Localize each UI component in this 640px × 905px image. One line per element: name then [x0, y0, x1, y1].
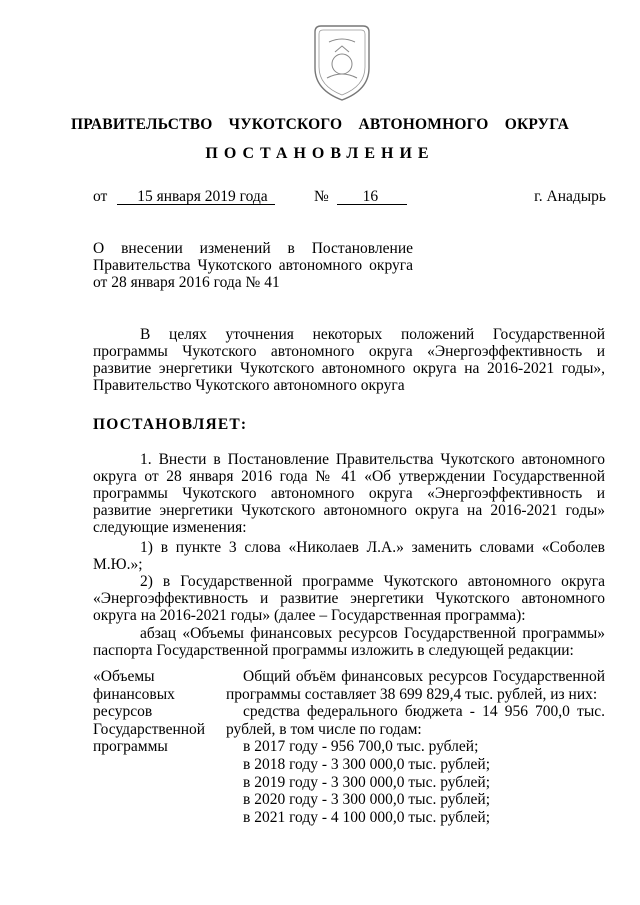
- document-number: 16: [337, 189, 407, 205]
- chukotka-coat-of-arms-icon: [307, 22, 377, 104]
- federal-funding-text: средства федерального бюджета - 14 956 700,0 тыс. рублей, в том числе по годам:: [226, 703, 605, 738]
- table-label-line: финансовых: [93, 685, 175, 703]
- date-field: [93, 188, 275, 206]
- year-row: в 2019 году - 3 300 000,0 тыс. рублей;: [243, 773, 491, 791]
- year-row: в 2017 году - 956 700,0 тыс. рублей;: [243, 738, 479, 756]
- subject-line: О внесении изменений в Постановление: [93, 240, 413, 257]
- organization-title: ПРАВИТЕЛЬСТВО ЧУКОТСКОГО АВТОНОМНОГО ОКРУГА: [70, 116, 570, 133]
- subject-line: Правительства Чукотского автономного округа: [93, 257, 413, 274]
- year-row: в 2020 году - 3 300 000,0 тыс. рублей;: [243, 791, 491, 809]
- table-label-line: «Объемы: [93, 668, 155, 685]
- table-label-line: Государственной: [93, 720, 206, 738]
- total-funding-text: Общий объём финансовых ресурсов Государственной программы составляет 38 699 829,4 тыс. рублей, из них:: [226, 668, 605, 703]
- number-field: [314, 188, 407, 206]
- subject-line: от 28 января 2016 года № 41: [93, 274, 280, 291]
- table-label-line: программы: [93, 738, 168, 756]
- resolves-heading: ПОСТАНОВЛЯЕТ:: [93, 416, 248, 433]
- number-label: №: [314, 188, 329, 205]
- city: г. Анадырь: [534, 188, 606, 205]
- year-row: в 2021 году - 4 100 000,0 тыс. рублей;: [243, 808, 491, 826]
- year-row: в 2018 году - 3 300 000,0 тыс. рублей;: [243, 755, 491, 773]
- document-subject: [93, 240, 413, 291]
- table-label-line: ресурсов: [93, 703, 153, 721]
- document-type-title: ПОСТАНОВЛЕНИЕ: [205, 145, 435, 162]
- from-label: от: [93, 188, 108, 205]
- clause-1-1: 1) в пункте 3 слова «Николаев Л.А.» заменить словами «Соболев М.Ю.»;: [93, 539, 605, 573]
- document-date: 15 января 2019 года: [117, 189, 275, 205]
- funding-table-content: [226, 668, 605, 826]
- preamble-paragraph: В целях уточнения некоторых положений Государственной программы Чукотского автономного округа «Энергоэффективность и развитие энергетики Чукотского автономного округа на 2016-2021 годы», Правительство Чукотского автономного округа: [93, 326, 605, 394]
- clause-1: 1. Внести в Постановление Правительства Чукотского автономного округа от 28 января 2016 года № 41 «Об утверждении Государственной программы Чукотского автономного округа «Энергоэффективность и развитие энергетики Чукотского автономного округа на 2016-2021 годы» следующие изменения:: [93, 451, 605, 536]
- clause-1-2-paragraph: абзац «Объемы финансовых ресурсов Государственной программы» паспорта Государственной программы изложить в следующей редакции:: [93, 625, 605, 659]
- funding-table-label: [93, 668, 218, 756]
- clause-1-2: 2) в Государственной программе Чукотского автономного округа «Энергоэффективность и развитие энергетики Чукотского автономного округа на 2016-2021 годы» (далее – Государственная программа):: [93, 573, 605, 624]
